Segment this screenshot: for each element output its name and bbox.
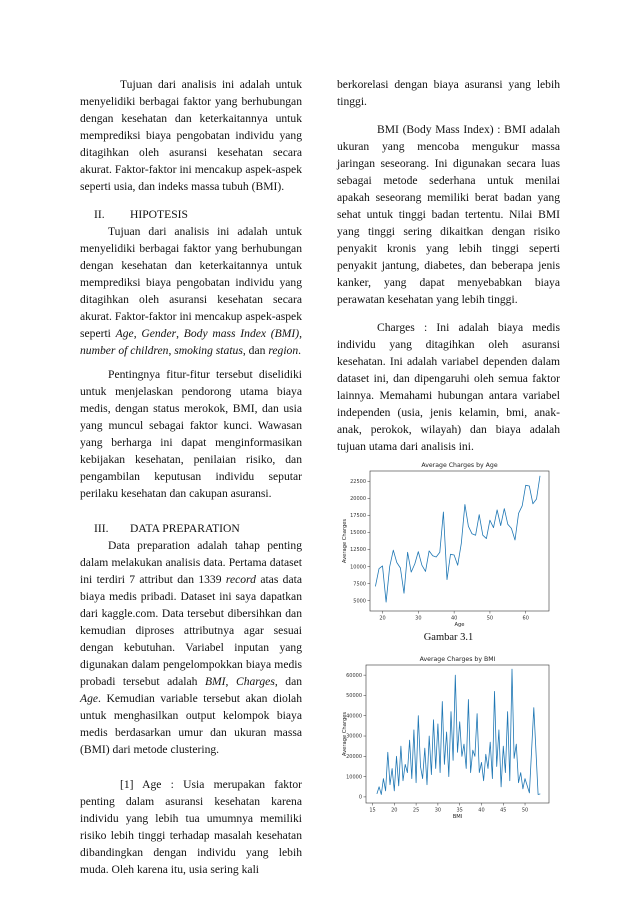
term-bmi: Body mass Index (BMI) <box>183 327 300 340</box>
importance-paragraph: Pentingnya fitur-fitur tersebut diselidiki untuk menjelaskan pendorong utama biaya medis, dengan status merokok, BMI, dan usia yang muncul sebagai faktor kunci. Wawasan yang berharga ini dapat menginformasikan kebijakan kesehatan, penilaian risiko, dan pengambilan keputusan individu seputar perilaku kesehatan dan cakupan asuransi. <box>80 368 302 500</box>
x-tick-label: 35 <box>456 807 463 814</box>
chart-average-charges-by-age <box>340 461 555 631</box>
y-tick-label: 10000 <box>346 774 362 781</box>
x-tick-label: 20 <box>379 615 386 622</box>
section-title: HIPOTESIS <box>130 208 188 221</box>
x-tick-label: 20 <box>391 807 398 814</box>
y-axis-label: Average Charges <box>342 711 348 757</box>
series-line <box>377 669 540 794</box>
section-title: DATA PREPARATION <box>130 522 240 535</box>
x-tick-label: 30 <box>415 615 422 622</box>
chart-svg <box>340 655 555 823</box>
x-tick-label: 50 <box>521 807 529 814</box>
paragraph-text: Kemudian variable tersebut akan diolah untuk menghasilkan output kelompok biaya medis berdasarkan umur dan ukuran massa (BMI) dari metode clustering. <box>80 692 303 756</box>
term-charges: Charges <box>235 675 275 688</box>
charges-paragraph: Charges : Ini adalah biaya medis individu yang ditagihkan oleh asuransi kesehatan. Ini adalah variabel dependen dalam dataset ini, dan dipengaruhi oleh semua faktor lainnya. Memahami hubungan antara variabel independen (usia, jenis kelamin, bmi, anak-anak, perokok, wilayah) dan biaya adalah tujuan utama dari analisis ini. <box>337 321 560 453</box>
y-tick-label: 22500 <box>350 478 366 485</box>
plot-frame <box>370 471 549 611</box>
y-tick-label: 5000 <box>353 598 366 605</box>
x-tick-label: 45 <box>500 807 507 814</box>
y-tick-label: 60000 <box>346 672 362 679</box>
section-number: II. <box>94 208 105 221</box>
x-tick-label: 50 <box>486 615 494 622</box>
paragraph-text: Tujuan dari analisis ini adalah untuk menyelidiki berbagai faktor yang berhubungan dengan kesehatan dan keterkaitannya untuk memprediksi biaya pengobatan individu yang ditagihkan oleh asuransi kesehatan secara akurat. Faktor-faktor ini mencakup aspek-aspek seperti <box>80 225 302 340</box>
x-tick-label: 60 <box>522 615 529 622</box>
x-tick-label: 40 <box>450 615 458 622</box>
spacer <box>80 502 302 513</box>
x-tick-label: 30 <box>434 807 442 814</box>
chart-average-charges-by-bmi <box>340 655 555 823</box>
term-gender: Gender <box>141 327 177 340</box>
term-age: Age <box>80 692 99 705</box>
conjunction: dan <box>248 344 266 357</box>
age-continuation-paragraph: berkorelasi dengan biaya asuransi yang lebih tinggi. <box>337 78 560 108</box>
y-axis-label: Average Charges <box>342 518 348 564</box>
paragraph-text: Data preparation adalah tahap penting dalam melakukan analisis data. Pertama dataset ini terdiri 7 attribut dan 1339 <box>80 539 302 586</box>
hipotesis-paragraph: Tujuan dari analisis ini adalah untuk menyelidiki berbagai faktor yang berhubungan dengan kesehatan dan keterkaitannya untuk memprediksi biaya pengobatan individu yang ditagihkan oleh asuransi kesehatan secara akurat. Faktor-faktor ini mencakup aspek-aspek seperti Age, Gender, Body mass Index (BMI), number of children, smoking status, dan region. <box>80 225 303 357</box>
left-column <box>80 76 302 878</box>
chart-svg <box>340 461 555 631</box>
y-tick-label: 30000 <box>346 733 362 740</box>
section-heading-data-preparation <box>80 520 302 537</box>
x-tick-label: 25 <box>412 807 420 814</box>
term-children: number of children <box>80 344 169 357</box>
conjunction: dan <box>285 675 303 688</box>
data-preparation-paragraph: Data preparation adalah tahap penting dalam melakukan analisis data. Pertama dataset ini terdiri 7 attribut dan 1339 record atas data biaya medis pribadi. Dataset ini saya dapatkan dari kaggle.com. Data tersebut dibersihkan dan kemudian diproses attributnya agar sesuai dengan kebutuhan. Variabel inputan yang digunakan dalam pengelompokkan biaya medis probadi tersebut adalah BMI, Charges, dan Age. Kemudian variable tersebut akan diolah untuk menghasilkan output kelompok biaya medis berdasarkan umur dan ukuran massa (BMI) dari metode clustering. <box>80 539 303 756</box>
chart-title: Average Charges by BMI <box>419 656 496 663</box>
y-tick-label: 20000 <box>346 754 362 761</box>
y-tick-label: 7500 <box>353 581 366 588</box>
term-bmi: BMI <box>204 675 226 688</box>
spacer <box>337 308 560 319</box>
spacer <box>80 513 302 520</box>
section-number: III. <box>94 522 109 535</box>
y-tick-label: 20000 <box>350 496 366 503</box>
y-tick-label: 17500 <box>350 513 366 520</box>
term-age: Age <box>115 327 134 340</box>
spacer <box>80 195 302 206</box>
series-line <box>375 476 540 602</box>
x-axis-label: Age <box>454 622 465 628</box>
y-tick-label: 0 <box>358 794 362 801</box>
term-smoking: smoking status <box>174 344 243 357</box>
figure-caption: Gambar 3.1 <box>423 632 474 643</box>
x-tick-label: 40 <box>478 807 485 814</box>
y-tick-label: 10000 <box>350 564 366 571</box>
section-heading-hipotesis <box>80 206 302 223</box>
term-record: record <box>225 573 256 586</box>
term-region: region <box>268 344 299 357</box>
x-axis-label: BMI <box>452 814 463 820</box>
intro-paragraph: Tujuan dari analisis ini adalah untuk menyelidiki berbagai faktor yang berhubungan dengan kesehatan dan keterkaitannya untuk memprediksi biaya pengobatan individu yang ditagihkan oleh asuransi kesehatan secara akurat. Faktor-faktor ini mencakup aspek-aspek seperti usia, dan indeks massa tubuh (BMI). <box>80 78 302 193</box>
spacer <box>80 758 302 769</box>
spacer <box>80 359 302 366</box>
y-tick-label: 40000 <box>346 713 362 720</box>
y-tick-label: 15000 <box>350 530 366 537</box>
bmi-paragraph: BMI (Body Mass Index) : BMI adalah ukuran yang mencoba mengukur massa jaringan seseorang. Ini digunakan secara luas sebagai metode sederhana untuk menilai apakah seseorang memiliki berat badan yang sehat untuk tinggi badan tertentu. Nilai BMI yang tinggi sering dikaitkan dengan risiko penyakit kronis yang lebih tinggi seperti penyakit jantung, diabetes, dan beberapa jenis kanker, yang dapat menyebabkan biaya perawatan kesehatan yang lebih tinggi. <box>337 123 560 306</box>
spacer <box>80 769 302 776</box>
chart-title: Average Charges by Age <box>421 462 498 469</box>
y-tick-label: 50000 <box>346 693 362 700</box>
paragraph-text: atas data biaya medis pribadi. Dataset ini saya dapatkan dari kaggle.com. Data tersebut dibersihkan dan kemudian diproses attributnya agar sesuai dengan kebutuhan. Variabel inputan yang digunakan dalam pengelompokkan biaya medis probadi tersebut adalah <box>80 573 302 688</box>
y-tick-label: 12500 <box>350 547 366 554</box>
spacer <box>337 110 560 121</box>
x-tick-label: 15 <box>369 807 376 814</box>
age-paragraph: [1] Age : Usia merupakan faktor penting dalam asuransi kesehatan karena individu yang lebih tua umumnya memiliki risiko lebih tinggi terhadap masalah kesehatan dibandingkan dengan individu yang lebih muda. Oleh karena itu, usia sering kali <box>80 778 302 876</box>
right-column <box>337 76 560 455</box>
